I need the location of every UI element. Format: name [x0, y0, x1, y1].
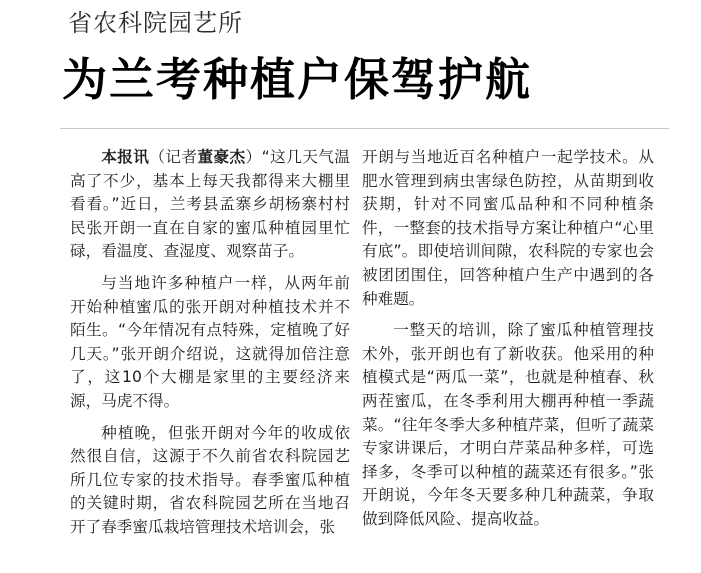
article-column-left [70, 146, 350, 548]
lead-tag: 本报讯 [101, 148, 150, 166]
body-paragraph: 种植晚，但张开朗对今年的收成依然很自信，这源于不久前省农科院园艺所几位专家的技术指导。春季蜜瓜种植的关键时期，省农科院园艺所在当地召开了春季蜜瓜栽培管理技术培训会，张 [70, 423, 350, 536]
byline-close: ） [245, 148, 262, 166]
body-paragraph-continued: 开朗与当地近百名种植户一起学技术。从肥水管理到病虫害绿色防控，从苗期到收获期，针对不同蜜瓜品种和不同种植条件，一整套的技术指导方案让种植户“心里有底”。即使培训间隙，农科院的专家也会被团团围住，回答种植户生产中遇到的各种难题。 [362, 148, 654, 308]
title-divider [60, 128, 669, 129]
reporter-name: 董豪杰 [197, 148, 246, 166]
body-paragraph: 与当地许多种植户一样，从两年前开始种植蜜瓜的张开朗对种植技术并不陌生。“今年情况有点特殊，定植晚了好几天。”张开朗介绍说，这就得加倍注意了，这10个大棚是家里的主要经济来源，马虎不得。 [70, 273, 350, 410]
article-headline: 为兰考种植户保驾护航 [62, 53, 533, 106]
lead-paragraph [70, 146, 350, 264]
body-paragraph: 一整天的培训，除了蜜瓜种植管理技术外，张开朗也有了新收获。他采用的种植模式是“两瓜一菜”，也就是种植春、秋两茬蜜瓜，在冬季利用大棚再种植一季蔬菜。“往年冬季大多种植芹菜，但听了蔬菜专家讲课后，才明白芹菜品种多样，可选择多，冬季可以种植的蔬菜还有很多。”张开朗说，今年冬天要多种几种蔬菜，争取做到降低风险、提高收益。 [362, 321, 654, 528]
lead-text: “这几天气温高了不少，基本上每天我都得来大棚里看看。”近日，兰考县孟寨乡胡杨寨村村民张开朗一直在自家的蜜瓜种植园里忙碌，看温度、查湿度、观察苗子。 [70, 148, 350, 261]
article-kicker: 省农科院园艺所 [68, 9, 243, 37]
article-column-right [362, 146, 654, 540]
byline-open: （记者 [149, 148, 198, 166]
